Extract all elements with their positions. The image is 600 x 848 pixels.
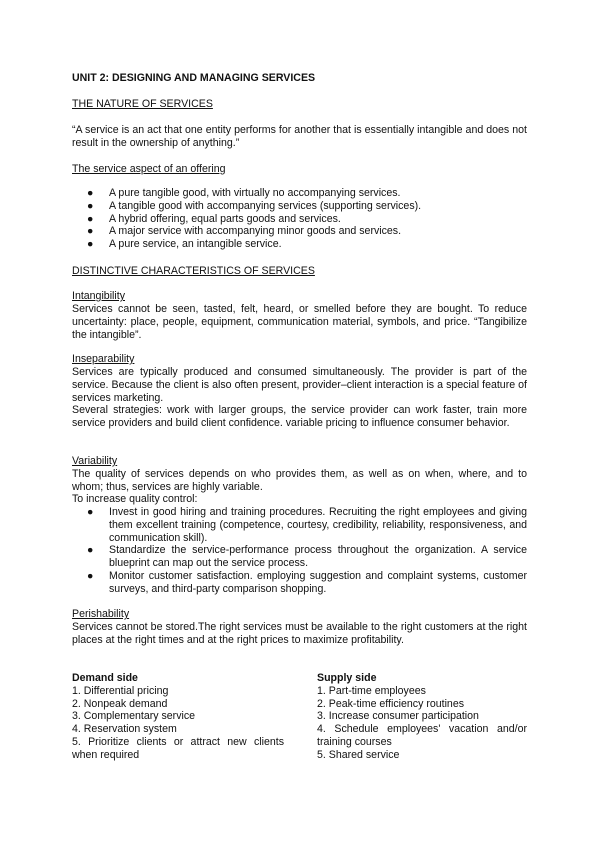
quality-control-item: ● Invest in good hiring and training procedures. Recruiting the right employees and giving them excellent training (competence, courtesy, credibility, reliability, responsiveness, and communication skill). xyxy=(87,506,527,544)
offering-heading: The service aspect of an offering xyxy=(72,163,226,175)
service-definition: “A service is an act that one entity performs for another that is essentially intangible and does not result in the ownership of anything.” xyxy=(72,124,527,149)
nature-heading: THE NATURE OF SERVICES xyxy=(72,98,213,110)
intangibility-text: Services cannot be seen, tasted, felt, heard, or smelled before they are bought. To reduce uncertainty: place, people, equipment, communication material, symbols, and price. “Tangibilize the intangible”. xyxy=(72,303,527,341)
offering-item: ● A pure tangible good, with virtually no accompanying services. xyxy=(87,187,401,199)
demand-column xyxy=(72,672,284,762)
offering-item: ● A tangible good with accompanying services (supporting services). xyxy=(87,199,422,212)
bullet-icon: ● xyxy=(87,212,94,225)
offering-list xyxy=(87,187,527,251)
variability-heading: Variability xyxy=(72,455,118,467)
inseparability-text: Services are typically produced and consumed simultaneously. The provider is part of the service. Because the client is also often present, provider–client interaction is a special feature of services marketing. xyxy=(72,366,527,404)
perishability-heading: Perishability xyxy=(72,608,130,620)
demand-item: 3. Complementary service xyxy=(72,710,196,723)
supply-item: 3. Increase consumer participation xyxy=(317,710,479,723)
inseparability-strategies: Several strategies: work with larger groups, the service provider can work faster, train more service providers and build client confidence. variable pricing to influence consumer behavior. xyxy=(72,404,527,429)
intangibility-heading: Intangibility xyxy=(72,290,125,302)
quality-control-lead: To increase quality control: xyxy=(72,493,198,505)
supply-item: 1. Part-time employees xyxy=(317,684,426,697)
inseparability-heading: Inseparability xyxy=(72,353,135,365)
variability-text: The quality of services depends on who provides them, as well as on when, where, and to whom; thus, services are highly variable. xyxy=(72,468,527,493)
bullet-icon: ● xyxy=(87,569,94,582)
demand-item: 2. Nonpeak demand xyxy=(72,697,168,710)
offering-item: ● A hybrid offering, equal parts goods and services. xyxy=(87,212,341,225)
demand-item: 4. Reservation system xyxy=(72,723,177,736)
offering-item: ● A pure service, an intangible service. xyxy=(87,238,282,251)
quality-control-list xyxy=(87,506,527,596)
perishability-text: Services cannot be stored.The right services must be available to the right customers at the right places at the right times and at the right prices to maximize profitability. xyxy=(72,621,527,646)
bullet-icon: ● xyxy=(87,187,94,199)
demand-item: 1. Differential pricing xyxy=(72,684,169,697)
demand-item: 5. Prioritize clients or attract new clients when required xyxy=(72,735,284,761)
supply-heading: Supply side xyxy=(317,672,377,684)
supply-column xyxy=(317,672,527,762)
demand-heading: Demand side xyxy=(72,672,138,684)
bullet-icon: ● xyxy=(87,544,94,557)
bullet-icon: ● xyxy=(87,199,94,212)
document-title: UNIT 2: DESIGNING AND MANAGING SERVICES xyxy=(72,72,316,84)
supply-item: 2. Peak-time efficiency routines xyxy=(317,697,465,710)
bullet-icon: ● xyxy=(87,238,94,251)
quality-control-item: ● Monitor customer satisfaction. employing suggestion and complaint systems, customer surveys, and third-party comparison shopping. xyxy=(87,569,527,595)
characteristics-heading: DISTINCTIVE CHARACTERISTICS OF SERVICES xyxy=(72,265,315,277)
supply-item: 4. Schedule employees' vacation and/or training courses xyxy=(317,723,527,748)
offering-item: ● A major service with accompanying minor goods and services. xyxy=(87,225,402,238)
quality-control-item: ● Standardize the service-performance process throughout the organization. A service blueprint can map out the service process. xyxy=(87,544,527,570)
bullet-icon: ● xyxy=(87,506,94,518)
bullet-icon: ● xyxy=(87,225,94,238)
supply-item: 5. Shared service xyxy=(317,748,400,761)
